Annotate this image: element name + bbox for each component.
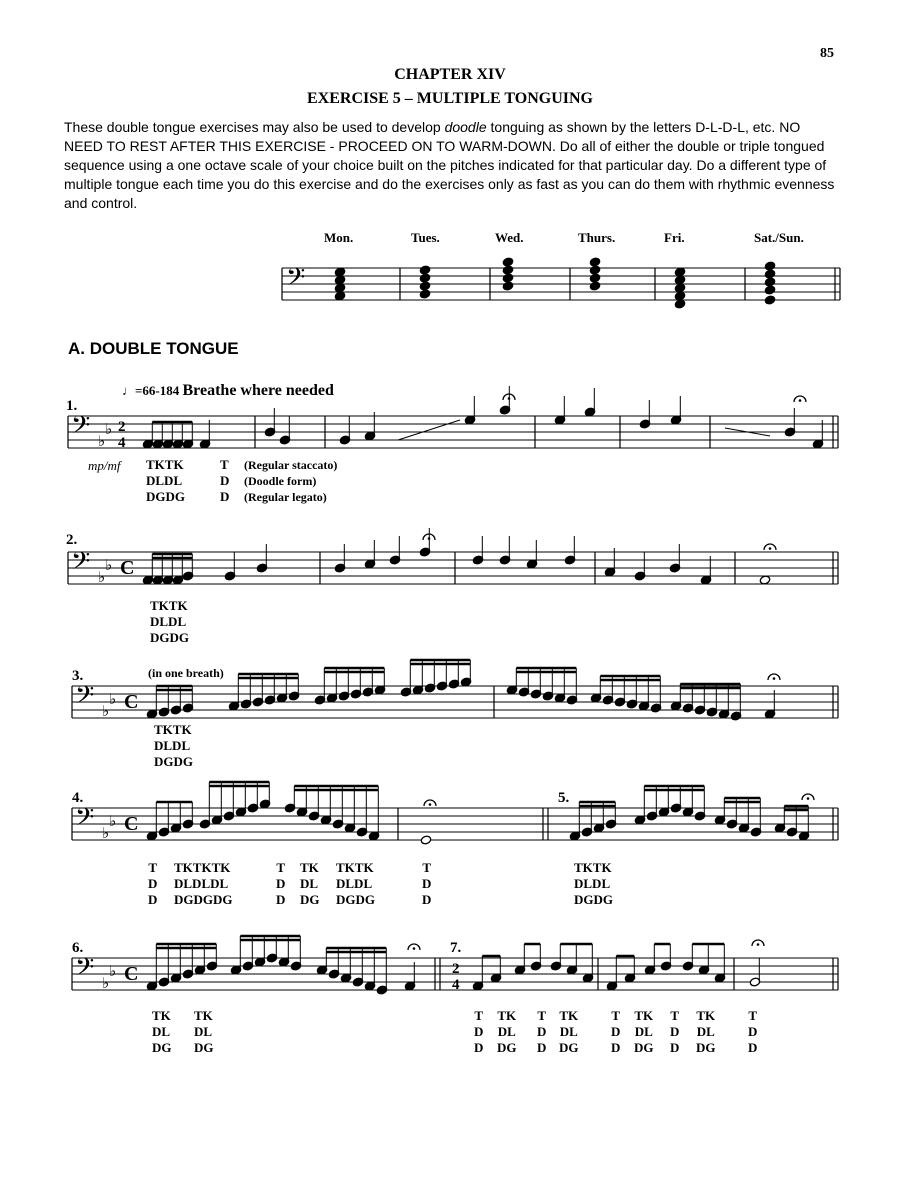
ex1-single-3: D xyxy=(220,489,230,504)
intro-text-1: These double tongue exercises may also be used to develop xyxy=(64,119,445,135)
ex7-c9-r3: D xyxy=(748,1040,758,1055)
exercise-5-number: 5. xyxy=(558,790,570,806)
dynamic-marking: mp/mf xyxy=(88,458,121,473)
ex7-c6-r3: DG xyxy=(634,1040,654,1055)
ex7-c5-r3: D xyxy=(611,1040,621,1055)
ex7-c4-r2: DL xyxy=(559,1024,578,1039)
ex7-c2-r3: DG xyxy=(497,1040,517,1055)
page-number: 85 xyxy=(820,46,834,61)
ex4-whole xyxy=(420,835,431,845)
ex7-c7-r2: D xyxy=(670,1024,680,1039)
ex7-c3-r3: D xyxy=(537,1040,547,1055)
section-heading-double-tongue: A. DOUBLE TONGUE xyxy=(68,339,239,358)
days-chord-2-note-0 xyxy=(502,257,513,267)
days-chord-2-note-2 xyxy=(502,273,513,283)
ex6-c1-r1: TK xyxy=(152,1008,171,1023)
ex7-c1-r1: T xyxy=(474,1008,484,1023)
day-thursday: Thurs. xyxy=(578,230,616,245)
ex4-c2-r1: TKTKTK xyxy=(174,860,231,875)
ex4-key-flat-1: ♭ xyxy=(102,824,110,842)
ex7-timesig-num: 2 xyxy=(452,961,460,977)
day-friday: Fri. xyxy=(664,230,685,245)
ex4-c1-r1: T xyxy=(148,860,158,875)
ex1-label-2: (Doodle form) xyxy=(244,474,317,488)
ex1-timesig-num: 2 xyxy=(118,419,126,435)
ex4-c4-r3: DG xyxy=(300,892,320,907)
intro-text-2: tonguing as shown by the letters D-L-D-L, etc. NO NEED TO REST AFTER THIS EXERCISE - PROCEED ON TO WARM-DOWN. Do all of either the double or triple tongued sequence using a one octave scale of your choice built on the pitches indicated for that particular day. Do a different type of multiple tongue each time you do this exercise and do the exercises only as fast as you can do them with rhythmic evenness and control. xyxy=(64,119,835,211)
ex4-c5-r3: DGDG xyxy=(336,892,375,907)
ex4-c6-r1: T xyxy=(422,860,432,875)
days-chord-1-note-0 xyxy=(419,265,430,275)
ex6-c2-r2: DL xyxy=(194,1024,213,1039)
days-chord-3-note-2 xyxy=(589,273,600,283)
days-chord-5-note-2 xyxy=(764,277,775,287)
ex6-c2-r1: TK xyxy=(194,1008,213,1023)
ex7-c5-r1: T xyxy=(611,1008,621,1023)
ex7-c7-r3: D xyxy=(670,1040,680,1055)
ex7-c5-r2: D xyxy=(611,1024,621,1039)
day-sat-sun: Sat./Sun. xyxy=(754,230,804,245)
exercise-7-number: 7. xyxy=(450,940,462,956)
ex2-key-flat-2: ♭ xyxy=(105,556,113,574)
exercise-1-number: 1. xyxy=(66,398,78,414)
exercise-4-number: 4. xyxy=(72,790,84,806)
ex7-c8-r3: DG xyxy=(696,1040,716,1055)
days-chord-3-note-0 xyxy=(589,257,600,267)
ex4-key-flat-2: ♭ xyxy=(109,812,117,830)
ex1-single-2: D xyxy=(220,473,230,488)
ex2-row-2: DLDL xyxy=(150,614,187,629)
ex6-c1-r3: DG xyxy=(152,1040,172,1055)
exercise-6-number: 6. xyxy=(72,940,84,956)
ex7-c7-r1: T xyxy=(670,1008,680,1023)
ex7-c1-r3: D xyxy=(474,1040,484,1055)
ex4-c1-r2: D xyxy=(148,876,158,891)
ex2-bass-clef: 𝄢 xyxy=(71,547,91,582)
ex1-row-1: TKTK xyxy=(146,457,184,472)
days-chord-2-note-1 xyxy=(502,265,513,275)
ex4-c4-r2: DL xyxy=(300,876,319,891)
ex4-fermata-dot xyxy=(429,803,432,806)
ex5-row-2: DLDL xyxy=(574,876,611,891)
exercise-3-number: 3. xyxy=(72,668,84,684)
ex4-c4-r1: TK xyxy=(300,860,319,875)
tempo-text: Breathe where needed xyxy=(182,382,334,399)
ex4-c2-r3: DGDGDG xyxy=(174,892,233,907)
ex2-row-3: DGDG xyxy=(150,630,189,645)
ex7-c6-r1: TK xyxy=(634,1008,654,1023)
ex7-c4-r3: DG xyxy=(559,1040,579,1055)
ex4-c6-r3: D xyxy=(422,892,432,907)
ex7-c6-r2: DL xyxy=(634,1024,653,1039)
ex1-key-flat-1: ♭ xyxy=(98,432,106,450)
ex7-c3-r1: T xyxy=(537,1008,547,1023)
tempo-value: =66-184 xyxy=(135,383,180,398)
ex1-fermata-2-dot xyxy=(799,399,802,402)
days-chord-5-note-4 xyxy=(764,295,775,305)
ex4-c2-r2: DLDLDL xyxy=(174,876,229,891)
ex7-c4-r1: TK xyxy=(559,1008,579,1023)
ex7-c9-r1: T xyxy=(748,1008,758,1023)
days-chord-1-note-1 xyxy=(419,273,430,283)
ex6-fermata-dot xyxy=(413,947,416,950)
ex2-common-time: C xyxy=(120,557,135,579)
ex6-c2-r3: DG xyxy=(194,1040,214,1055)
ex4-common-time: C xyxy=(124,813,139,835)
ex5-row-3: DGDG xyxy=(574,892,613,907)
ex4-c3-r2: D xyxy=(276,876,286,891)
ex3-common-time: C xyxy=(124,691,139,713)
ex4-c1-r3: D xyxy=(148,892,158,907)
exercise-2-number: 2. xyxy=(66,532,78,548)
day-monday: Mon. xyxy=(324,230,354,245)
ex1-label-1: (Regular staccato) xyxy=(244,458,338,472)
ex7-c3-r2: D xyxy=(537,1024,547,1039)
ex5-row-1: TKTK xyxy=(574,860,612,875)
ex1-fermata-1-dot xyxy=(508,397,511,400)
days-chord-5-note-3 xyxy=(764,285,775,295)
exercise-title: EXERCISE 5 – MULTIPLE TONGUING xyxy=(307,90,593,107)
ex2-fermata-1-dot xyxy=(428,537,431,540)
day-wednesday: Wed. xyxy=(495,230,524,245)
ex3-bass-clef: 𝄢 xyxy=(75,681,95,716)
ex1-bass-clef: 𝄢 xyxy=(71,411,91,446)
ex1-timesig-den: 4 xyxy=(118,435,126,451)
ex6-common-time: C xyxy=(124,963,139,985)
ex7-c2-r2: DL xyxy=(497,1024,516,1039)
days-chord-5-note-0 xyxy=(764,261,775,271)
ex2-fermata-2-dot xyxy=(769,547,772,550)
days-chord-3-note-1 xyxy=(589,265,600,275)
ex3-key-flat-2: ♭ xyxy=(109,690,117,708)
ex7-c8-r2: DL xyxy=(696,1024,715,1039)
ex7-timesig-den: 4 xyxy=(452,977,460,993)
ex4-c5-r1: TKTK xyxy=(336,860,374,875)
day-tuesday: Tues. xyxy=(411,230,440,245)
ex6-bass-clef: 𝄢 xyxy=(75,953,95,988)
ex7-c2-r1: TK xyxy=(497,1008,517,1023)
days-chord-1-note-3 xyxy=(419,289,430,299)
ex4-bass-clef: 𝄢 xyxy=(75,803,95,838)
ex1-single-1: T xyxy=(220,457,229,472)
ex2-row-1: TKTK xyxy=(150,598,188,613)
ex4-c3-r3: D xyxy=(276,892,286,907)
ex1-row-2: DLDL xyxy=(146,473,183,488)
ex2-key-flat-1: ♭ xyxy=(98,568,106,586)
ex7-c9-r2: D xyxy=(748,1024,758,1039)
ex6-c1-r2: DL xyxy=(152,1024,171,1039)
in-one-breath-annotation: (in one breath) xyxy=(148,666,224,680)
ex4-c5-r2: DLDL xyxy=(336,876,373,891)
ex4-c3-r1: T xyxy=(276,860,286,875)
days-chord-3-note-3 xyxy=(589,281,600,291)
ex1-key-flat-2: ♭ xyxy=(105,420,113,438)
ex1-label-3: (Regular legato) xyxy=(244,490,327,504)
ex4-c6-r2: D xyxy=(422,876,432,891)
days-chord-2-note-3 xyxy=(502,281,513,291)
ex3-fermata-dot xyxy=(773,677,776,680)
ex1-row-3: DGDG xyxy=(146,489,185,504)
ex3-row-1: TKTK xyxy=(154,722,192,737)
ex7-c8-r1: TK xyxy=(696,1008,716,1023)
days-chord-1-note-2 xyxy=(419,281,430,291)
ex7-c1-r2: D xyxy=(474,1024,484,1039)
intro-emphasis: doodle xyxy=(444,119,487,135)
ex6-key-flat-2: ♭ xyxy=(109,962,117,980)
ex6-key-flat-1: ♭ xyxy=(102,974,110,992)
ex3-key-flat-1: ♭ xyxy=(102,702,110,720)
days-chord-5-note-1 xyxy=(764,269,775,279)
ex7-fermata-dot xyxy=(757,943,760,946)
days-bass-clef: 𝄢 xyxy=(286,263,306,298)
ex3-row-3: DGDG xyxy=(154,754,193,769)
quarter-note-icon: ♩ xyxy=(122,383,135,398)
ex5-fermata-dot xyxy=(807,797,810,800)
ex3-row-2: DLDL xyxy=(154,738,191,753)
ex1-gliss xyxy=(398,420,460,440)
chapter-heading: CHAPTER XIV xyxy=(394,66,506,83)
